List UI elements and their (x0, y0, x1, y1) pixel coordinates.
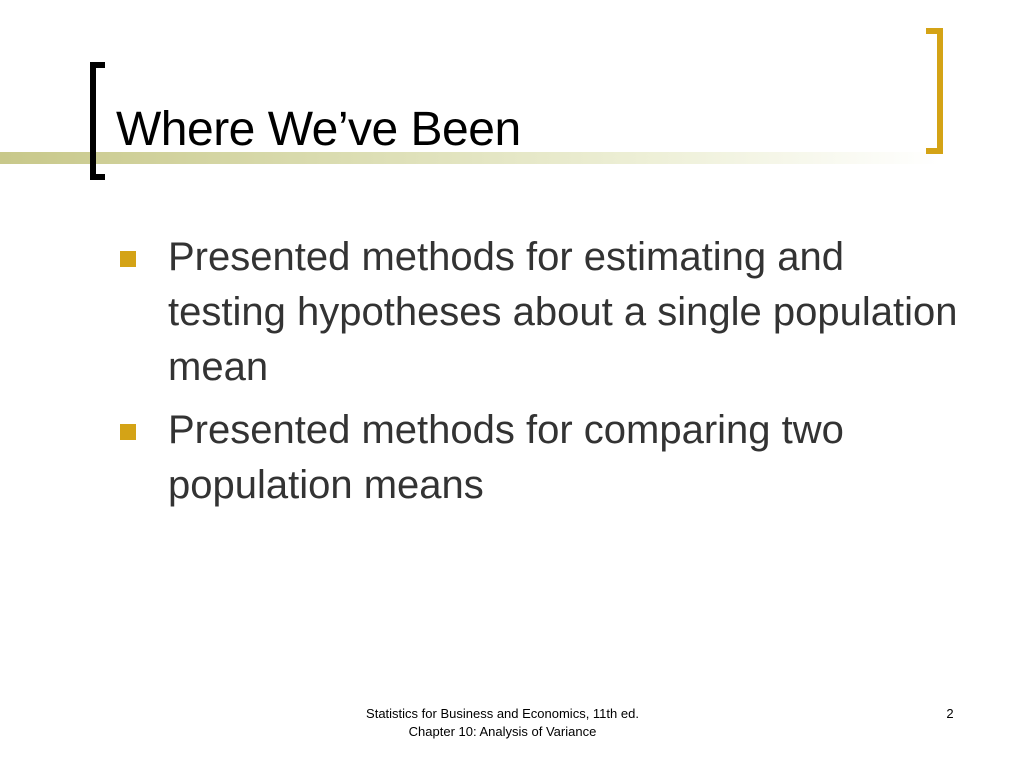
footer-book-title: Statistics for Business and Economics, 11th ed. (366, 706, 639, 721)
slide-footer (300, 705, 705, 741)
footer-chapter: Chapter 10: Analysis of Variance (408, 724, 597, 739)
right-bracket-icon (926, 28, 943, 154)
square-bullet-icon (120, 424, 136, 440)
bullet-item (118, 230, 968, 395)
bullet-list (118, 230, 968, 521)
bullet-text: Presented methods for estimating and testing hypotheses about a single population mean (168, 235, 958, 389)
bullet-text: Presented methods for comparing two population means (168, 408, 844, 507)
slide-number: 2 (946, 706, 954, 721)
bullet-item (118, 403, 968, 513)
square-bullet-icon (120, 251, 136, 267)
left-bracket-icon (90, 62, 105, 180)
slide-title: Where We’ve Been (116, 103, 521, 156)
